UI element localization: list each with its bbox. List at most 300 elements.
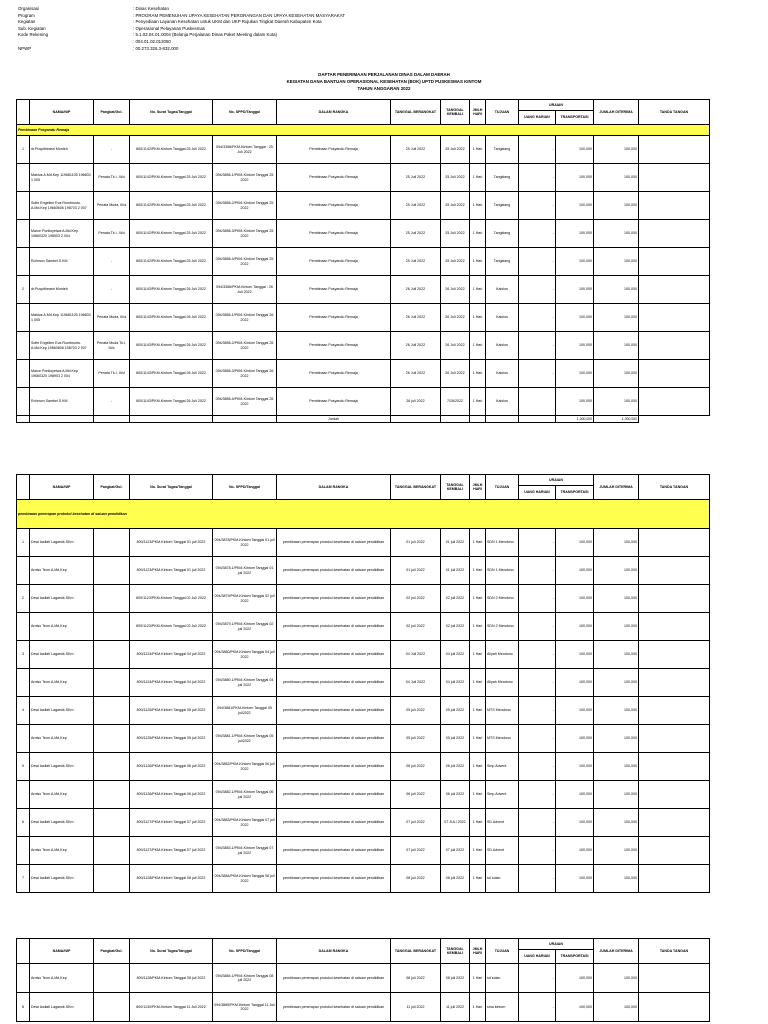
cell-kembali: 11 juli 2022 [441, 993, 470, 1022]
total-cell [486, 416, 519, 423]
cell-tujuan: sma kintom [486, 993, 519, 1022]
cell-uh: - [519, 993, 556, 1022]
meta-label: Program [18, 12, 35, 18]
cell-nama: Marce Pontloyeiwa A.Md.Kep 19660320 198903 2 004 [30, 220, 94, 248]
column-header-uang-harian: UANG HARIAN [519, 111, 556, 125]
cell-tr: 100,000 [556, 388, 594, 416]
table-row [17, 192, 710, 220]
cell-pangkat [94, 781, 130, 809]
cell-rangka: Pembinaan Posyandu Remaja [277, 136, 391, 164]
cell-pangkat [94, 993, 130, 1022]
column-header-surat: No. Surat Tugas/Tanggal [130, 475, 213, 500]
cell-berangkat: 25 Juli 2022 [391, 248, 441, 276]
cell-ttd [639, 220, 710, 248]
table-pembinaan-posyandu [16, 99, 689, 423]
cell-pangkat [94, 725, 130, 753]
table-row [17, 964, 710, 993]
cell-kembali: 05 juli 2022 [441, 697, 470, 725]
cell-tr: 100,000 [556, 136, 594, 164]
cell-ttd [639, 248, 710, 276]
cell-ttd [639, 276, 710, 304]
column-header-nama: NAMA/NIP [30, 100, 94, 125]
table-row [17, 781, 710, 809]
cell-rangka: Pembinaan Posyandu Remaja [277, 192, 391, 220]
meta-value: : 00.273.326.3-832.000 [133, 45, 179, 51]
cell-jml: 100,000 [594, 388, 639, 416]
cell-surat: 800/1143/PKM-Kintom Tanggal 26 Juli 2022 [130, 276, 213, 304]
cell-sppd: 094/3882.1/PKM-Kintom Tanggal 06 juli 2022 [213, 781, 277, 809]
cell-uh: - [519, 613, 556, 641]
cell-kembali: 26 Juli 2022 [441, 360, 470, 388]
header-row [17, 100, 710, 111]
cell-ttd [639, 529, 710, 557]
meta-label: Organisasi [18, 6, 39, 11]
cell-tr: 100,000 [556, 529, 594, 557]
cell-nama: Dewi Awilati Lagarsik.SKm [30, 529, 94, 557]
cell-jml: 100,000 [594, 192, 639, 220]
cell-surat: 800/1124/PKM-Kintom Tanggal 04 juli 2022 [130, 669, 213, 697]
table-row [17, 164, 710, 192]
cell-nama: Rohmon Sambel.S.KM [30, 248, 94, 276]
cell-berangkat: 25 Juli 2022 [391, 136, 441, 164]
cell-tr: 100,000 [556, 220, 594, 248]
table-row [17, 220, 710, 248]
total-cell [470, 416, 486, 423]
column-header-no [17, 939, 30, 964]
total-cell [130, 416, 213, 423]
cell-surat: 800/1127/PKM-Kintom Tanggal 07 juli 2022 [130, 837, 213, 865]
cell-tr: 100,000 [556, 865, 594, 893]
cell-sppd: 094/3856.2/PKM-Kintom Tanggal 25 2022 [213, 192, 277, 220]
cell-sppd: 094/3856.1/PKM-Kintom Tanggal 26 2022 [213, 304, 277, 332]
column-header-hari: JMLH HARI [470, 475, 486, 500]
cell-tujuan: MTS Mendono [486, 697, 519, 725]
cell-sppd: 094/3882/PKM-Kintom Tanggal 06 juli 2022 [213, 753, 277, 781]
cell-hari: 1 Hari [470, 136, 486, 164]
table-row [17, 993, 710, 1022]
table-row [17, 725, 710, 753]
cell-jml: 100,000 [594, 725, 639, 753]
cell-berangkat: 25 Juli 2022 [391, 192, 441, 220]
column-header-ttd: TANDA TANGAN [639, 475, 710, 500]
cell-tr: 100,000 [556, 964, 594, 993]
cell-tr: 100,000 [556, 164, 594, 192]
cell-jml: 100,000 [594, 753, 639, 781]
cell-rangka: Pembinaan Posyandu Remaja [277, 304, 391, 332]
cell-berangkat: 07 juli 2022 [391, 837, 441, 865]
cell-berangkat: 08 juli 2022 [391, 964, 441, 993]
cell-no: 5 [17, 753, 30, 781]
cell-surat: 800/1125/PKM-Kintom Tanggal 05 juli 2022 [130, 697, 213, 725]
cell-nama: Marce Pontloyeiwa A.Md.Kep 19660320 198903 2 004 [30, 360, 94, 388]
cell-berangkat: 01 juli 2022 [391, 557, 441, 585]
cell-tujuan: MTS Mendono [486, 725, 519, 753]
cell-pangkat [94, 641, 130, 669]
cell-surat: 800/1143/PKM-Kintom Tanggal 26 Juli 2022 [130, 360, 213, 388]
cell-tujuan: Kalolos [486, 276, 519, 304]
cell-no: 7 [17, 865, 30, 893]
table-row [17, 837, 710, 865]
section-title: Pembinaan Posyandu Remaja [17, 125, 710, 136]
column-header-uang-harian: UANG HARIAN [519, 486, 556, 500]
cell-jml: 100,000 [594, 220, 639, 248]
cell-sppd: 094/3885/PKM-Kintom Tanggal 11 Juli 2022 [213, 993, 277, 1022]
cell-rangka: pembinaan penerapan protokol kesehatan di satuan pendidikan [277, 993, 391, 1022]
column-header-jumlah: JUMLAH DITERIMA [594, 100, 639, 125]
cell-ttd [639, 725, 710, 753]
cell-uh: - [519, 837, 556, 865]
table-protokol-kesehatan [16, 474, 689, 893]
cell-rangka: Pembinaan Posyandu Remaja [277, 164, 391, 192]
cell-hari: 1 Hari [470, 837, 486, 865]
cell-hari: 1 Hari [470, 993, 486, 1022]
table-row [17, 136, 710, 164]
cell-surat: 800/1143/PKM-Kintom Tanggal 26 Juli 2022 [130, 332, 213, 360]
meta-row [18, 26, 433, 33]
cell-tujuan: Kalolos [486, 360, 519, 388]
cell-jml: 100,000 [594, 865, 639, 893]
cell-no: 8 [17, 993, 30, 1022]
cell-jml: 100,000 [594, 529, 639, 557]
cell-no [17, 837, 30, 865]
column-header-no [17, 100, 30, 125]
cell-kembali: 02 juli 2022 [441, 585, 470, 613]
cell-rangka: Pembinaan Posyandu Remaja [277, 332, 391, 360]
cell-ttd [639, 613, 710, 641]
cell-no: 2 [17, 276, 30, 304]
cell-kembali: 26 Juli 2022 [441, 276, 470, 304]
document-title: DAFTAR PENERIMAAN PERJALANAN DINAS DALAM DAERAH [318, 72, 450, 77]
cell-pangkat: - [94, 276, 130, 304]
cell-tr: 100,000 [556, 192, 594, 220]
cell-rangka: Pembinaan Posyandu Remaja [277, 360, 391, 388]
cell-nama: Mahlus A.Md.Kep 119681105 196603 1 005 [30, 304, 94, 332]
cell-jml: 100,000 [594, 557, 639, 585]
column-header-pangkat: Pangkat/Gol. [94, 939, 130, 964]
column-header-rangka: DALAM RANGKA [277, 100, 391, 125]
cell-ttd [639, 641, 710, 669]
cell-tr: 100,000 [556, 753, 594, 781]
cell-surat: 800/1126/PKM-Kintom Tanggal 06 juli 2022 [130, 753, 213, 781]
cell-jml: 100,000 [594, 837, 639, 865]
cell-sppd: 094/3883.1/PKM-Kintom Tanggal 07 juli 2022 [213, 837, 277, 865]
cell-nama: Dewi Awilati Lagarsik.SKm [30, 641, 94, 669]
column-header-rangka: DALAM RANGKA [277, 475, 391, 500]
cell-rangka: pembinaan penerapan protokol kesehatan di satuan pendidikan [277, 837, 391, 865]
cell-no [17, 360, 30, 388]
column-header-uang-harian: UANG HARIAN [519, 950, 556, 964]
cell-tujuan: Aliyah Mendono [486, 641, 519, 669]
cell-sppd: 094/3856.3/PKM-Kintom Tanggal 25 2022 [213, 220, 277, 248]
cell-rangka: Pembinaan Posyandu Remaja [277, 388, 391, 416]
cell-ttd [639, 192, 710, 220]
cell-kembali: 04 juli 2022 [441, 641, 470, 669]
cell-berangkat: 02 juli 2022 [391, 613, 441, 641]
cell-nama: Arniso Teon.A.Md.Kep [30, 557, 94, 585]
cell-tr: 100,000 [556, 613, 594, 641]
cell-no [17, 192, 30, 220]
cell-pangkat: - [94, 388, 130, 416]
cell-nama: dr.Puspitheasri Monteh [30, 136, 94, 164]
table-continuation [16, 938, 689, 1022]
cell-tujuan: Smp Advent [486, 753, 519, 781]
cell-uh: - [519, 276, 556, 304]
column-header-sppd: No. SPPD/Tanggal [213, 475, 277, 500]
table-row [17, 360, 710, 388]
cell-hari: 1 Hari [470, 781, 486, 809]
column-header-transport: TRANSPORTASI [556, 486, 594, 500]
cell-no [17, 781, 30, 809]
cell-ttd [639, 669, 710, 697]
cell-ttd [639, 781, 710, 809]
cell-surat: 800/1142/PKM-Kintom Tanggal 25 Juli 2022 [130, 220, 213, 248]
cell-jml: 100,000 [594, 641, 639, 669]
total-cell [213, 416, 277, 423]
cell-surat: 800/1142/PKM-Kintom Tanggal 25 Juli 2022 [130, 192, 213, 220]
total-row [17, 416, 710, 423]
cell-surat: 800/1143/PKM-Kintom Tanggal 26 Juli 2022 [130, 388, 213, 416]
cell-berangkat: 26 Juli 2022 [391, 332, 441, 360]
column-header-sppd: No. SPPD/Tanggal [213, 100, 277, 125]
column-header-tujuan: TUJUAN [486, 939, 519, 964]
cell-sppd: 094/3884.1/PKM-Kintom Tanggal 08 juli 2022 [213, 964, 277, 993]
cell-rangka: pembinaan penerapan protokol kesehatan di satuan pendidikan [277, 641, 391, 669]
cell-surat: 800/1128/PKM-Kintom Tanggal 08 juli 2022 [130, 964, 213, 993]
cell-berangkat: 26 Juli 2022 [391, 276, 441, 304]
meta-row [18, 32, 433, 39]
cell-tujuan: Tangkiang [486, 192, 519, 220]
meta-label: Sub. Kegiatan [18, 25, 46, 31]
cell-no: 4 [17, 697, 30, 725]
cell-hari: 1 Hari [470, 529, 486, 557]
cell-tujuan: Tangkiang [486, 164, 519, 192]
meta-label [18, 39, 133, 46]
cell-tr: 100,000 [556, 248, 594, 276]
cell-kembali: 25 Juli 2022 [441, 248, 470, 276]
total-cell [94, 416, 130, 423]
cell-berangkat: 01 juli 2022 [391, 529, 441, 557]
cell-no: 1 [17, 136, 30, 164]
cell-surat: 800/1123/PKM-Kintom Tanggal 01 juli 2022 [130, 529, 213, 557]
cell-jml: 100,000 [594, 669, 639, 697]
cell-hari: 1 Hari [470, 360, 486, 388]
cell-pangkat: Penata Muda, III/a [94, 192, 130, 220]
cell-jml: 100,000 [594, 613, 639, 641]
cell-berangkat: 04 Juli 2022 [391, 641, 441, 669]
cell-tr: 100,000 [556, 669, 594, 697]
cell-tr: 100,000 [556, 697, 594, 725]
cell-nama: Dewi Awilati Lagarsik.SKm [30, 585, 94, 613]
cell-uh: - [519, 164, 556, 192]
cell-no [17, 557, 30, 585]
total-jumlah: 1,000,000 [594, 416, 639, 423]
table-row [17, 332, 710, 360]
cell-kembali: 08 juli 2022 [441, 865, 470, 893]
column-header-pangkat: Pangkat/Gol. [94, 100, 130, 125]
cell-rangka: pembinaan penerapan protokol kesehatan di satuan pendidikan [277, 809, 391, 837]
column-header-berangkat: TANGGAL BERANGKAT [391, 475, 441, 500]
cell-uh: - [519, 964, 556, 993]
cell-hari: 1 Hari [470, 332, 486, 360]
cell-nama: Sofie Engelien Eva Rumbruntu. A.Md.Kep 19660606 198703 2 007 [30, 332, 94, 360]
cell-tujuan: Aliyah Mendono [486, 669, 519, 697]
column-header-no [17, 475, 30, 500]
cell-surat: 800/1126/PKM-Kintom Tanggal 06 juli 2022 [130, 781, 213, 809]
cell-sppd: 094/3880/PKM-Kintom Tanggal 04 juli 2022 [213, 641, 277, 669]
cell-kembali: 02 juli 2022 [441, 613, 470, 641]
cell-pangkat [94, 529, 130, 557]
table-row [17, 753, 710, 781]
cell-ttd [639, 865, 710, 893]
meta-label: Kegiatan [18, 19, 36, 25]
table-row [17, 304, 710, 332]
cell-kembali: 25 Juli 2022 [441, 192, 470, 220]
column-header-tujuan: TUJUAN [486, 475, 519, 500]
cell-nama: Mahlus A.Md.Kep 119681105 196603 1 005 [30, 164, 94, 192]
cell-no [17, 220, 30, 248]
table-row [17, 613, 710, 641]
cell-nama: Arniso Teon.A.Md.Kep [30, 837, 94, 865]
cell-jml: 100,000 [594, 964, 639, 993]
cell-kembali: 26 Juli 2022 [441, 304, 470, 332]
cell-pangkat: - [94, 136, 130, 164]
cell-nama: Dewi Awilati Lagarsik.SKm [30, 993, 94, 1022]
cell-tr: 100,000 [556, 781, 594, 809]
cell-tujuan: sd solan [486, 964, 519, 993]
cell-nama: Sofie Engelien Eva Rumbruntu. A.Md.Kep 19660606 198703 2 007 [30, 192, 94, 220]
table-row [17, 669, 710, 697]
cell-kembali: 25 Juli 2022 [441, 164, 470, 192]
meta-value: : 5.1.02.04.01.0004 (Belanja Perjalanan Dinas Paket Meeting dalam Kota) [133, 32, 278, 38]
cell-rangka: pembinaan penerapan protokol kesehatan di satuan pendidikan [277, 557, 391, 585]
cell-tr: 100,000 [556, 809, 594, 837]
cell-uh: - [519, 697, 556, 725]
column-header-surat: No. Surat Tugas/Tanggal [130, 100, 213, 125]
cell-kembali: 04 juli 2022 [441, 669, 470, 697]
header-row [17, 475, 710, 486]
cell-berangkat: 07 juli 2022 [391, 809, 441, 837]
cell-tr: 100,000 [556, 557, 594, 585]
column-header-uraian: URAIAN [519, 939, 594, 950]
cell-berangkat: 04 Juli 2022 [391, 669, 441, 697]
column-header-ttd: TANDA TANGAN [639, 939, 710, 964]
meta-value: : PROGRAM PEMENUHAN UPAYA KESEHATAN PERORANGAN DAN UPAYA KESEHATAN MASYARAKAT [133, 12, 346, 18]
meta-value: : Operasional Pelayanan Puskesmas [133, 25, 205, 31]
cell-ttd [639, 164, 710, 192]
cell-jml: 100,000 [594, 585, 639, 613]
total-cell [519, 416, 556, 423]
cell-ttd [639, 964, 710, 993]
cell-kembali: 05 juli 2022 [441, 725, 470, 753]
table-row [17, 529, 710, 557]
column-header-jumlah: JUMLAH DITERIMA [594, 475, 639, 500]
meta-value: : Penyediaan Layanan Kesehatan untuk UKM dan UKP Rujukan Tingkat Daerah Kabupaten Kota [133, 19, 322, 25]
cell-rangka: pembinaan penerapan protokol kesehatan di satuan pendidikan [277, 725, 391, 753]
cell-tujuan: Tangkiang [486, 136, 519, 164]
cell-pangkat: - [94, 248, 130, 276]
cell-tr: 100,000 [556, 725, 594, 753]
cell-ttd [639, 304, 710, 332]
cell-jml: 100,000 [594, 809, 639, 837]
cell-tujuan: SDN 1 Mendono [486, 557, 519, 585]
cell-rangka: Pembinaan Posyandu Remaja [277, 248, 391, 276]
cell-pangkat: Penata Tk.I, III/d [94, 164, 130, 192]
document-meta [18, 6, 433, 52]
table-row [17, 697, 710, 725]
cell-ttd [639, 136, 710, 164]
cell-uh [519, 388, 556, 416]
cell-pangkat [94, 613, 130, 641]
cell-surat: 800/1125/PKM-Kintom Tanggal 05 juli 2022 [130, 725, 213, 753]
cell-no: 1 [17, 529, 30, 557]
cell-nama: Dewi Awilati Lagarsik.SKm [30, 697, 94, 725]
cell-berangkat: 08 juli 2022 [391, 865, 441, 893]
cell-hari: 1 Hari [470, 557, 486, 585]
cell-hari: 1 Hari [470, 613, 486, 641]
cell-hari: 1 Hari [470, 388, 486, 416]
cell-berangkat: 26 Juli 2022 [391, 304, 441, 332]
cell-sppd: 094/3883/PKM-Kintom Tanggal 07 juli 2022 [213, 809, 277, 837]
cell-kembali: 08 juli 2022 [441, 964, 470, 993]
cell-tujuan: Kalolos [486, 304, 519, 332]
cell-surat: 800/1143/PKM-Kintom Tanggal 26 Juli 2022 [130, 304, 213, 332]
cell-kembali: 25 Juli 2022 [441, 220, 470, 248]
cell-tujuan: SDN 2 Mendono [486, 585, 519, 613]
cell-tr: 100,000 [556, 641, 594, 669]
cell-uh: - [519, 781, 556, 809]
document-year: TAHUN ANGGARAN 2022 [357, 86, 411, 91]
cell-uh: - [519, 557, 556, 585]
column-header-sppd: No. SPPD/Tanggal [213, 939, 277, 964]
cell-hari: 1 Hari [470, 964, 486, 993]
column-header-ttd: TANDA TANGAN [639, 100, 710, 125]
cell-tujuan: Smp Advent [486, 781, 519, 809]
meta-label: Kode Rekening [18, 32, 49, 38]
column-header-pangkat: Pangkat/Gol. [94, 475, 130, 500]
cell-kembali: 07 juli 2022 [441, 837, 470, 865]
cell-hari: 1 Hari [470, 753, 486, 781]
table-row [17, 641, 710, 669]
column-header-nama: NAMA/NIP [30, 475, 94, 500]
cell-tujuan: sd solan [486, 865, 519, 893]
cell-pangkat [94, 837, 130, 865]
cell-no [17, 388, 30, 416]
cell-rangka: pembinaan penerapan protokol kesehatan di satuan pendidikan [277, 669, 391, 697]
total-transport: 1,000,000 [556, 416, 594, 423]
cell-jml: 100,000 [594, 304, 639, 332]
cell-no [17, 964, 30, 993]
cell-jml: 100,000 [594, 993, 639, 1022]
cell-sppd: 094/3881/PKM-Kintom Tanggal 05 juli2022 [213, 697, 277, 725]
meta-row [18, 46, 433, 53]
column-header-hari: JMLH HARI [470, 939, 486, 964]
cell-uh: - [519, 304, 556, 332]
meta-value: : 004.01.02.012050 [133, 38, 171, 44]
cell-surat: 800/1123/PKM-Kintom Tanggal 01 juli 2022 [130, 557, 213, 585]
cell-hari: 1 Hari [470, 192, 486, 220]
cell-ttd [639, 753, 710, 781]
total-label: Jumlah [277, 416, 391, 423]
cell-sppd: 094/3879/PKM-Kintom Tanggal 02 juli 2022 [213, 585, 277, 613]
cell-tr: 100,000 [556, 332, 594, 360]
column-header-jumlah: JUMLAH DITERIMA [594, 939, 639, 964]
cell-kembali: 7/26/2022 [441, 388, 470, 416]
table-row [17, 276, 710, 304]
meta-label: NPWP [18, 45, 32, 51]
cell-uh: - [519, 529, 556, 557]
cell-tujuan: Kalolos [486, 388, 519, 416]
cell-sppd: 094/3366/PKM-Kintom Tanggal : 26 Juli 2022 [213, 276, 277, 304]
